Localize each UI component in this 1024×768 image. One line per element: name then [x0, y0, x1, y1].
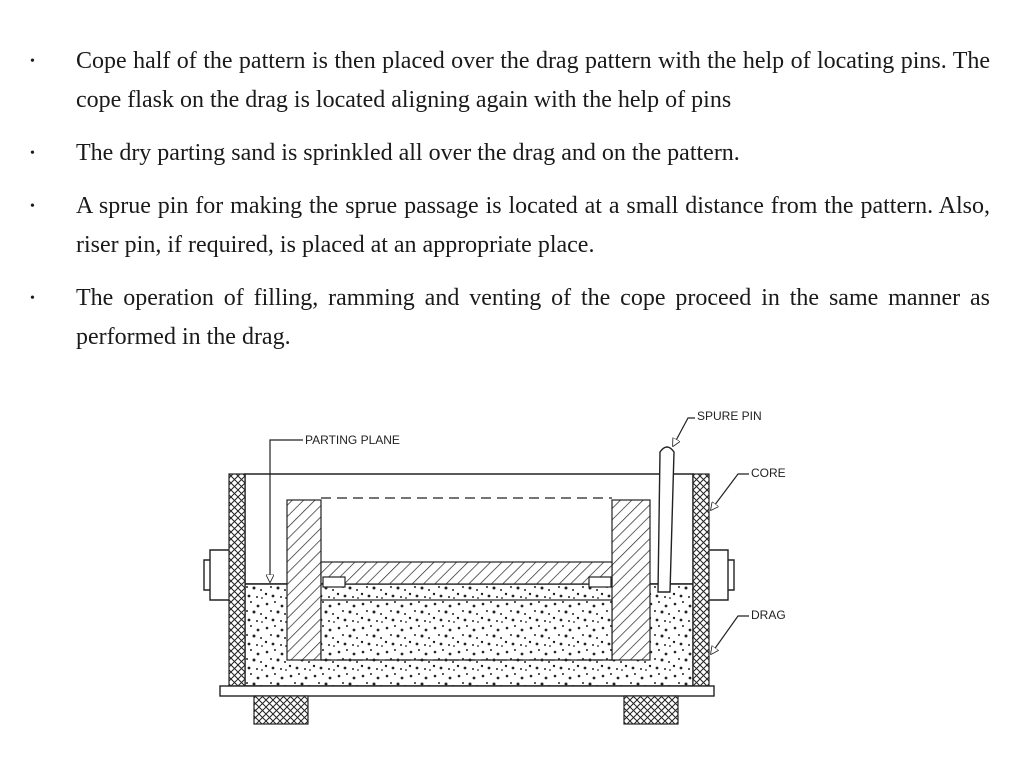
flask-wall-right [693, 474, 709, 686]
bullet-marker: • [30, 54, 35, 69]
pattern-right-upright [612, 500, 650, 660]
core-leader [711, 474, 749, 510]
bottom-board [220, 686, 714, 696]
foot-right [624, 696, 678, 724]
bullet-text: The dry parting sand is sprinkled all over the drag and on the pattern. [76, 140, 740, 166]
dowel-left [323, 577, 345, 587]
bullet-marker: • [30, 146, 35, 161]
clamp-right [709, 550, 734, 600]
clamp-left [204, 550, 229, 600]
drag-label: DRAG [751, 608, 786, 622]
foot-left [254, 696, 308, 724]
core [321, 600, 612, 660]
dowel-right [589, 577, 611, 587]
drag-leader [711, 616, 749, 654]
bullet-text: The operation of filling, ramming and venting of the cope proceed in the same manner as performed in the drag. [76, 285, 990, 350]
spure-pin-label: SPURE PIN [697, 409, 762, 423]
pattern-top-bar [321, 562, 612, 584]
core-label: CORE [751, 466, 786, 480]
parting-plane-label: PARTING PLANE [305, 433, 400, 447]
spure-pin-leader [673, 418, 695, 446]
flask-wall-left [229, 474, 245, 686]
sprue-pin [658, 447, 674, 592]
bullet-text: A sprue pin for making the sprue passage is located at a small distance from the pattern. Also, riser pin, if required, is placed at an appropriate place. [76, 193, 990, 258]
bullet-marker: • [30, 291, 35, 306]
bullet-marker: • [30, 199, 35, 214]
bullet-text: Cope half of the pattern is then placed over the drag pattern with the help of locating pins. The cope flask on the drag is located aligning again with the help of pins [76, 48, 990, 113]
pattern-left-upright [287, 500, 321, 660]
